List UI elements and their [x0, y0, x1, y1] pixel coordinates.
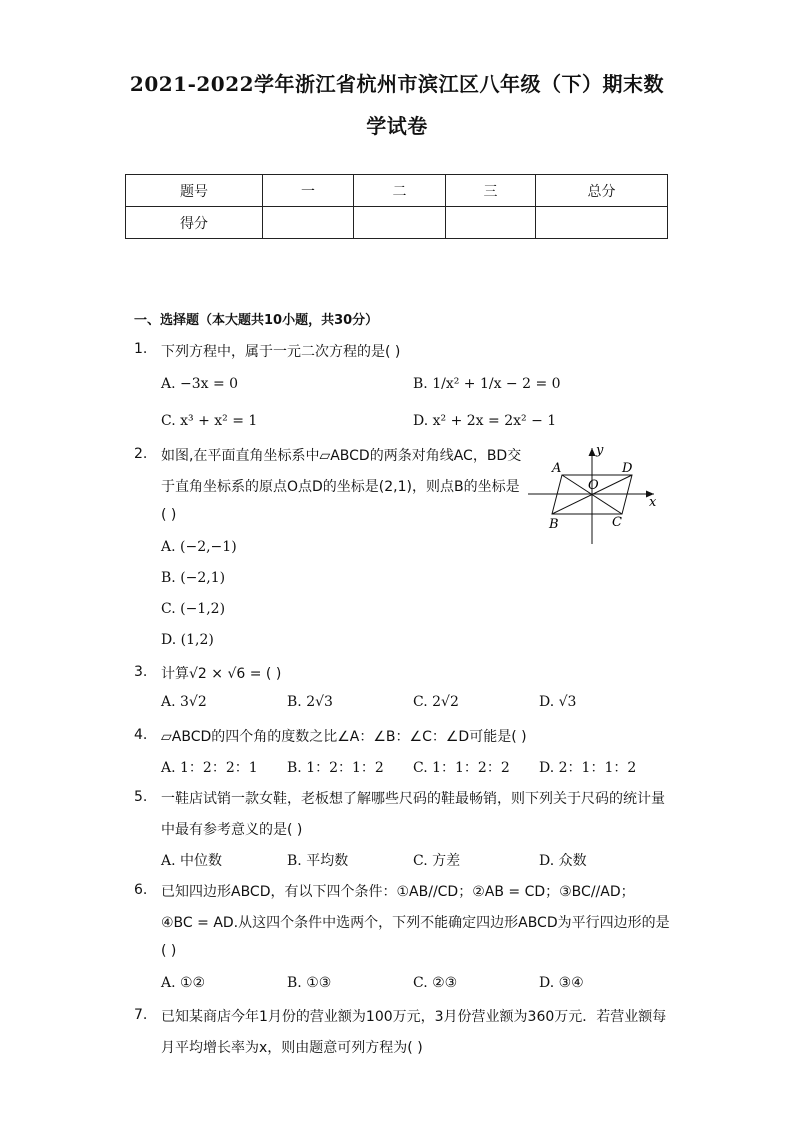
label-a: A	[552, 461, 562, 476]
score-cell[interactable]	[263, 207, 354, 239]
label-y: y	[596, 444, 604, 458]
option-b: B. 1/x² + 1/x − 2 = 0	[413, 376, 561, 392]
option-b: B. ①③	[287, 975, 332, 991]
question-text: ▱ABCD的四个角的度数之比∠A：∠B：∠C：∠D可能是( )	[161, 729, 527, 745]
score-header-cell: 一	[263, 175, 354, 207]
option-d: D. √3	[539, 694, 577, 710]
option-c: C. x³ + x² = 1	[161, 413, 258, 429]
option-c: C. 方差	[413, 853, 461, 869]
question-text: 如图,在平面直角坐标系中▱ABCD的两条对角线AC，BD交	[161, 448, 522, 464]
label-o: O	[588, 478, 599, 493]
question-text: 计算√2 × √6 = ( )	[161, 666, 282, 682]
label-x: x	[649, 495, 657, 510]
question-number: 5.	[134, 789, 148, 805]
option-d: D. ③④	[539, 975, 584, 991]
question-number: 3.	[134, 664, 148, 680]
option-c: C. (−1,2)	[161, 601, 226, 617]
option-b: B. 2√3	[287, 694, 333, 710]
label-b: B	[549, 517, 559, 532]
question-number: 6.	[134, 882, 148, 898]
question-text: 月平均增长率为x，则由题意可列方程为( )	[161, 1040, 423, 1056]
option-a: A. ①②	[161, 975, 206, 991]
score-table-row	[126, 207, 668, 239]
question-text: 于直角坐标系的原点O点D的坐标是(2,1)，则点B的坐标是	[161, 479, 520, 495]
question-text: ( )	[161, 507, 177, 523]
score-header-cell: 题号	[126, 175, 263, 207]
question-number: 1.	[134, 341, 148, 357]
question-number: 2.	[134, 446, 148, 462]
label-d: D	[622, 461, 633, 476]
question-text: 已知四边形ABCD，有以下四个条件：①AB//CD；②AB = CD；③BC//AD；	[161, 884, 635, 900]
option-d: D. (1,2)	[161, 632, 214, 648]
option-b: B. 1：2：1：2	[287, 760, 384, 776]
question-text: 一鞋店试销一款女鞋，老板想了解哪些尺码的鞋最畅销，则下列关于尺码的统计量	[161, 791, 665, 807]
exam-title-line1: 2021-2022学年浙江省杭州市滨江区八年级（下）期末数	[129, 72, 665, 96]
option-a: A. −3x = 0	[161, 376, 239, 392]
parallelogram-diagram	[528, 444, 660, 546]
question-text: 已知某商店今年1月份的营业额为100万元，3月份营业额为360万元．若营业额每	[161, 1009, 667, 1025]
option-c: C. ②③	[413, 975, 458, 991]
score-table-header-row	[126, 175, 668, 207]
option-c: C. 2√2	[413, 694, 459, 710]
option-d: D. 众数	[539, 853, 587, 869]
label-c: C	[612, 515, 622, 530]
option-d: D. x² + 2x = 2x² − 1	[413, 413, 557, 429]
option-c: C. 1：1：2：2	[413, 760, 510, 776]
option-a: A. 中位数	[161, 853, 223, 869]
option-a: A. 1：2：2：1	[161, 760, 258, 776]
question-text: ( )	[161, 943, 177, 959]
question-text: 下列方程中，属于一元二次方程的是( )	[161, 344, 401, 360]
score-header-cell: 二	[354, 175, 446, 207]
question-text: ④BC = AD.从这四个条件中选两个，下列不能确定四边形ABCD为平行四边形的是	[161, 915, 670, 931]
option-b: B. 平均数	[287, 853, 349, 869]
option-a: A. (−2,−1)	[161, 539, 237, 555]
option-b: B. (−2,1)	[161, 570, 226, 586]
score-header-cell: 总分	[536, 175, 668, 207]
score-cell[interactable]	[446, 207, 536, 239]
option-d: D. 2：1：1：2	[539, 760, 637, 776]
question-text: 中最有参考意义的是( )	[161, 822, 303, 838]
section-heading: 一、选择题（本大题共10小题，共30分）	[134, 313, 379, 328]
score-cell[interactable]	[354, 207, 446, 239]
question-number: 7.	[134, 1007, 148, 1023]
exam-title-line2: 学试卷	[366, 114, 428, 138]
option-a: A. 3√2	[161, 694, 207, 710]
question-number: 4.	[134, 727, 148, 743]
score-table	[125, 174, 668, 239]
y-axis-arrow	[589, 448, 596, 456]
score-cell[interactable]	[536, 207, 668, 239]
score-header-cell: 三	[446, 175, 536, 207]
score-row-label: 得分	[126, 207, 263, 239]
